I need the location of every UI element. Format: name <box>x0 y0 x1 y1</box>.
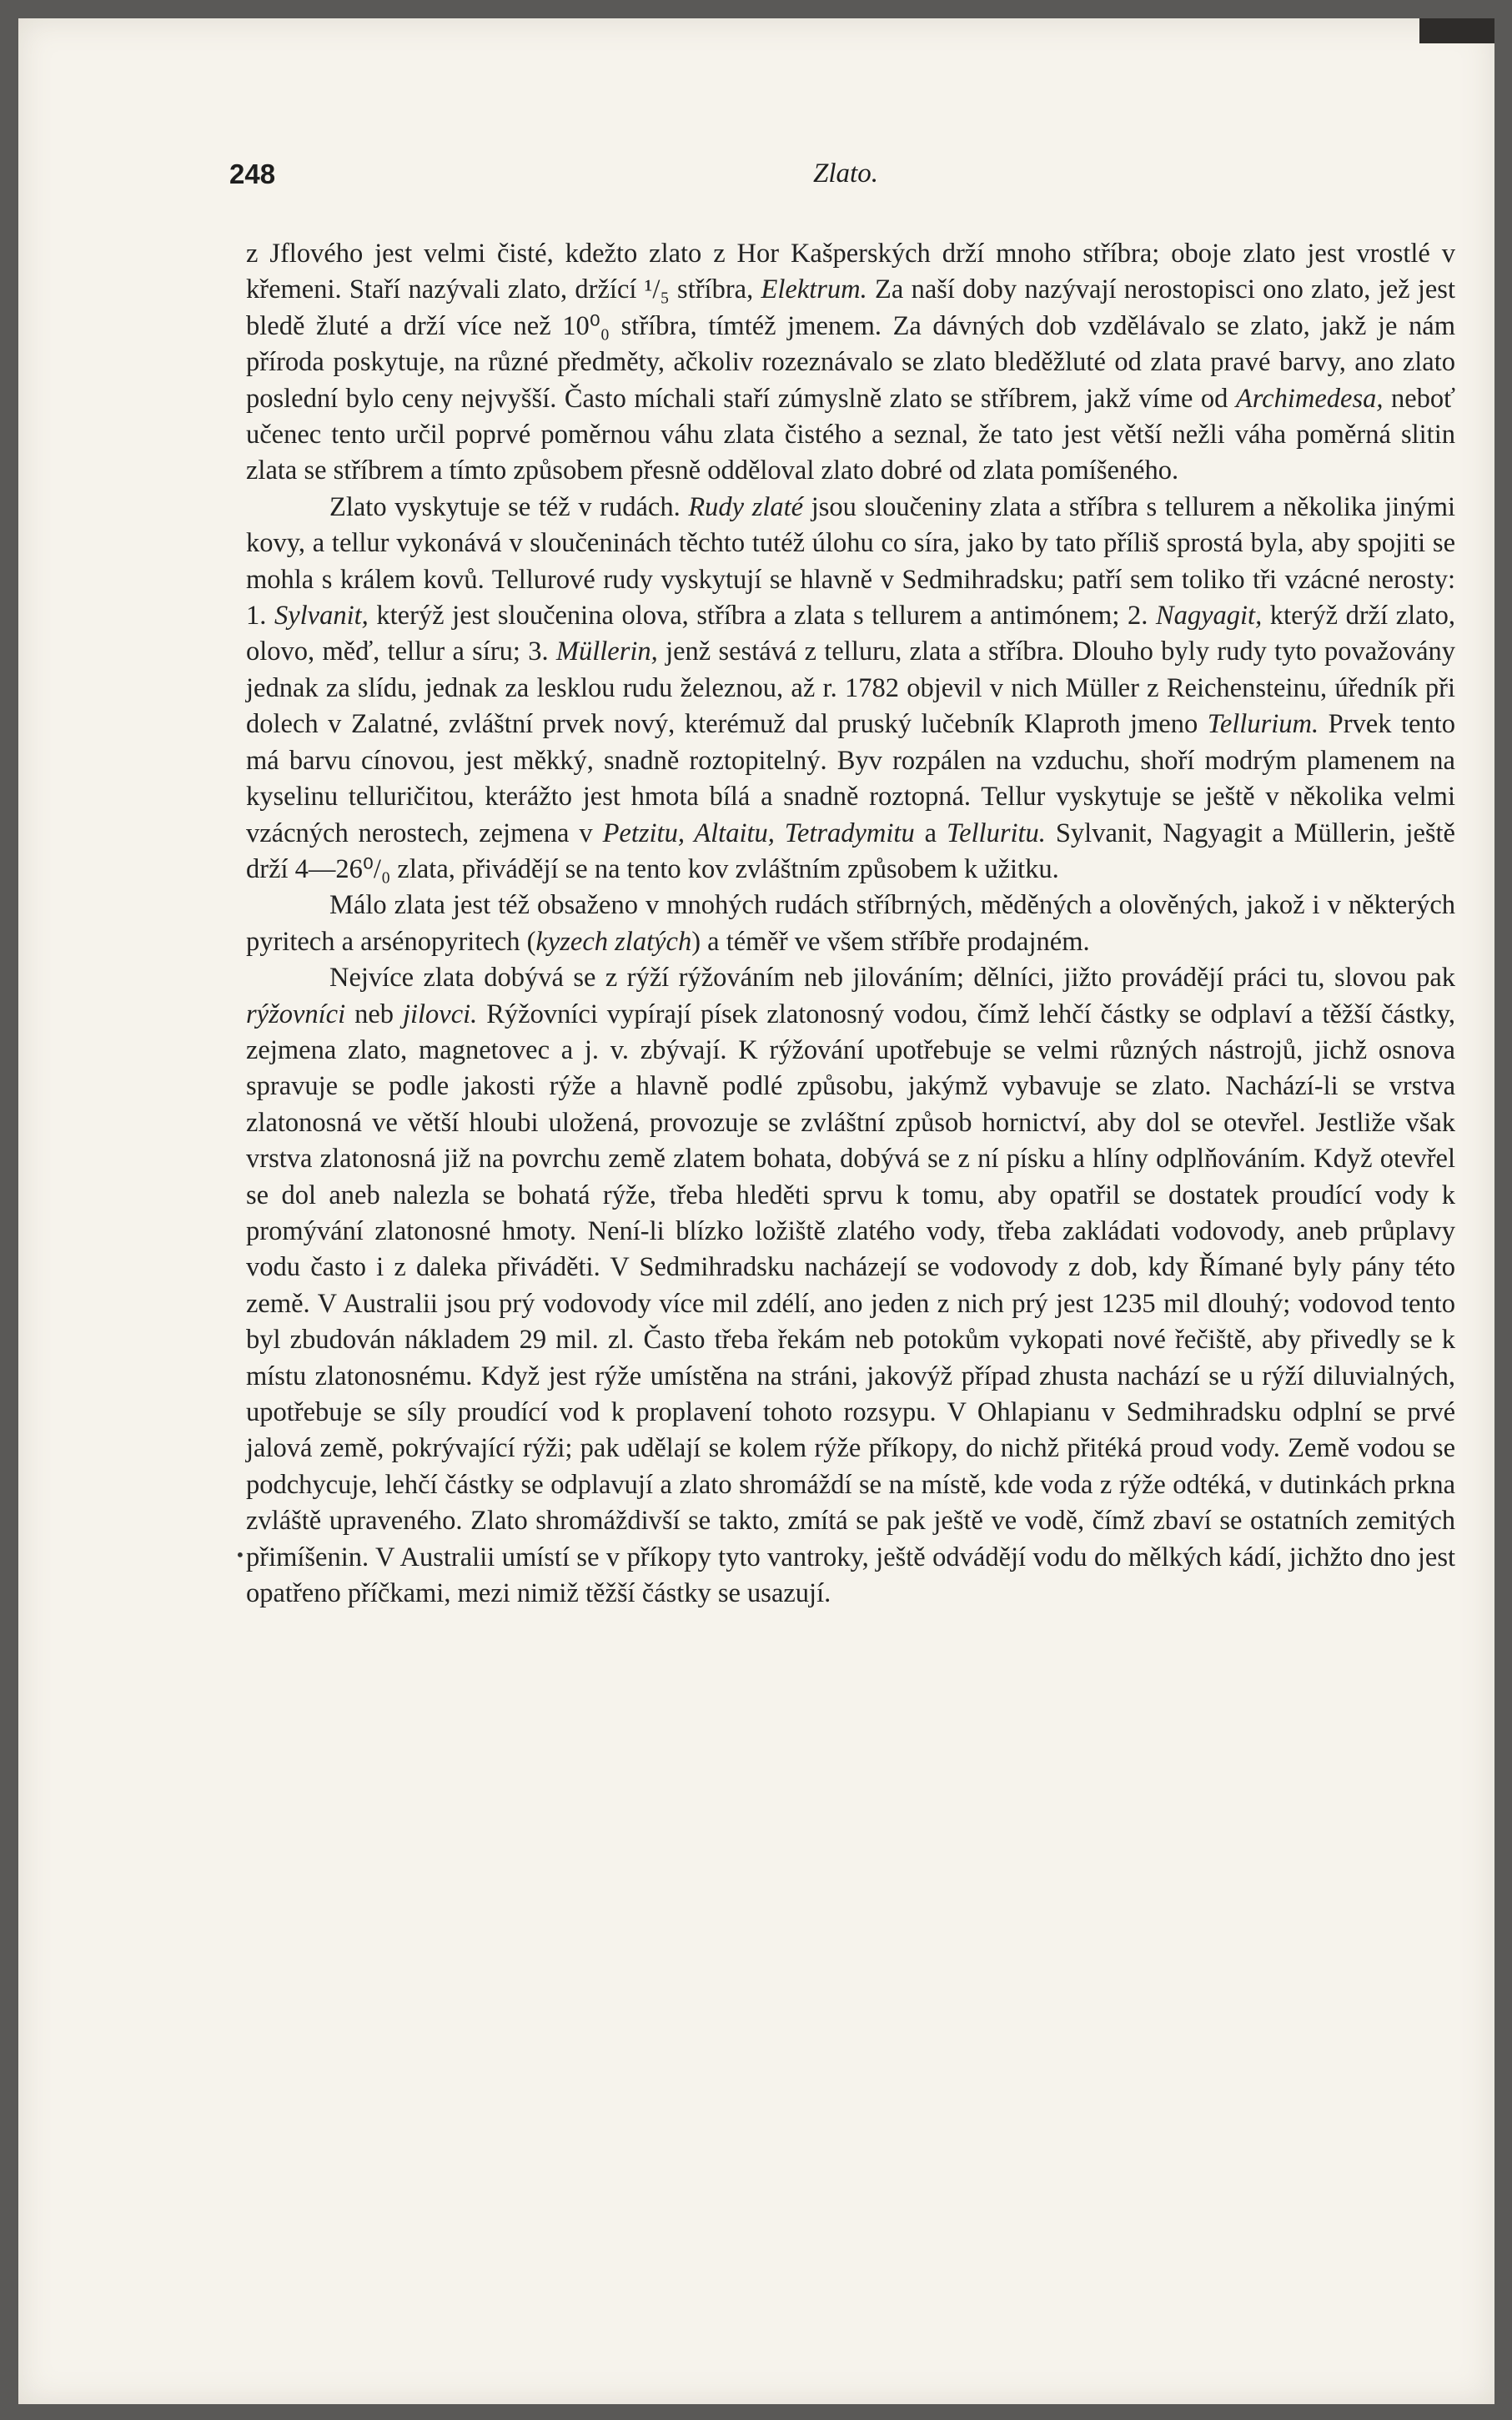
term-tellurium: Tellurium. <box>1207 709 1319 740</box>
paragraph-2 <box>246 490 1455 888</box>
text-run: Prvek tento má barvu cínovou, jest měkký, snadně roztopitelný. Byv rozpálen na vzduchu, shoří modrým plamenem na kyselinu telluričitou, kterážto jest hmota bílá a snadně roztopná. Tellur vyskytuje se ještě v několika velmi vzácných nerostech, zejmena v <box>246 709 1455 848</box>
text-run: a <box>914 818 947 848</box>
term-mullerin: Müllerin, <box>555 636 658 667</box>
text-run: neb <box>345 999 403 1029</box>
text-run: Zlato vyskytuje se též v rudách. <box>329 491 689 522</box>
term-rudy-zlate: Rudy zlaté <box>688 491 804 522</box>
text-run: z Jflového jest velmi čisté, kdežto zlato z Hor Kašperských drží mnoho stříbra; oboje zlato jest vrostlé v křemeni. Staří nazývali zlato, držící ¹/₅ stříbra, <box>246 239 1455 305</box>
page-header <box>229 158 1464 200</box>
scan-corner <box>1419 18 1494 43</box>
text-run: Rýžovníci vypírají písek zlatonosný vodou, čímž lehčí částky se odplaví a těžší částky, zejmena zlato, magnetovec a j. v. zbývají. K rýžování upotřebuje se velmi různých nástrojů, jichž osnova spravuje se podle jakosti rýže a hlavně podlé způsobu, jakýmž vybavuje se zlato. Nachází-li se vrstva zlatonosná ve větší hloubi uložená, provozuje se zvláštní způsob hornictví, aby dol se otevřel. Jestliže však vrstva zlatonosná již na povrchu země zlatem bohata, dobývá se z ní písku a hlíny odplňováním. Když otevřel se dol aneb nalezla se bohatá rýže, třeba hleděti sprvu k tomu, aby opatřil se dostatek proudící vody k promývání zlatonosné hmoty. Není-li blízko ložiště zlatého vody, třeba zakládati vodovody, aneb průplavy vodu často i z daleka přiváděti. V Sedmihradsku nacházejí se vodovody z dob, kdy Římané byly pány této země. V Australii jsou prý vodovody více mil zdélí, ano jeden z nich prý jest 1235 mil dlouhý; vodovod tento byl zbudován nákladem 29 mil. zl. Často třeba řekám neb potokům vykopati nové řečiště, aby přivedly se k místu zlatonosnému. Když jest rýže umístěna na stráni, jakovýž případ zhusta nachází se u rýží diluvialných, upotřebuje se síly proudící vod k proplavení tohoto rozsypu. V Ohlapianu v Sedmihradsku odplní se prvé jalová země, pokrývající rýži; pak udělají se kolem rýže příkopy, do nichž přitéká proud vody. Země vodou se podchycuje, lehčí částky se odplavují a zlato shromáždí se na místě, kde voda z rýže odtéká, v dutinkách prkna zvláště upraveného. Zlato shromáždivší se takto, zmítá se pak ještě ve vodě, čímž zbaví se ostatních zemitých přimíšenin. V Australii umístí se v příkopy tyto vantroky, ještě odvádějí vodu do mělkých kádí, jichžto dno jest opatřeno příčkami, mezi nimiž těžší částky se usazují. <box>246 999 1455 1609</box>
stray-mark: • <box>235 1545 245 1565</box>
text-run: Nejvíce zlata dobývá se z rýží rýžováním neb jilováním; dělníci, jižto provádějí práci tu, slovou pak <box>329 963 1455 994</box>
term-sylvanit: Sylvanit, <box>274 601 369 631</box>
term-kyzech-zlatych: kyzech zlatých <box>535 926 692 957</box>
term-jilovci: jilovci. <box>402 999 478 1029</box>
term-elektrum: Elektrum. <box>761 274 867 305</box>
text-run: Sylvanit, Nagyagit a Müllerin, ještě drží 4—26⁰/₀ zlata, přivádějí se na tento kov zvláštním způsobem k užitku. <box>246 818 1455 884</box>
paragraph-3 <box>246 888 1455 960</box>
text-run: Za naší doby nazývají nerostopisci ono zlato, jež jest bledě žluté a drží více než 10⁰₀ stříbra, tímtéž jmenem. Za dávných dob vzdělávalo se zlato, jakž je nám příroda poskytuje, na různé předměty, ačkoliv rozeznávalo se zlato bleděžluté od zlata pravé barvy, ano zlato poslední bylo ceny nejvyšší. Často míchali staří zúmyslně zlato se stříbrem, jakž víme od <box>246 274 1455 414</box>
body-text <box>246 236 1455 1612</box>
page-number: 248 <box>229 158 276 189</box>
text-run: jsou sloučeniny zlata a stříbra s tellurem a několika jinými kovy, a tellur vykonává v sloučeninách těchto tutéž úlohu co síra, jako by tato příliš sprostá byla, aby spojiti se mohla s králem kovů. Tellurové rudy vyskytují se hlavně v Sedmihradsku; patří sem toliko tři vzácné nerosty: 1. <box>246 491 1455 631</box>
term-telluritu: Telluritu. <box>947 818 1046 848</box>
text-run: neboť učenec tento určil poprvé poměrnou váhu zlata čistého a seznal, že tato jest větší nežli váha poměrná slitin zlata se stříbrem a tímto způsobem přesně odděloval zlato dobré od zlata pomíšeného. <box>246 383 1456 486</box>
paragraph-4 <box>246 960 1455 1612</box>
term-nagyagit: Nagyagit, <box>1155 601 1263 631</box>
text-run: Málo zlata jest též obsaženo v mnohých rudách stříbrných, měděných a olověných, jakož i v některých pyritech a arsénopyritech ( <box>246 890 1455 957</box>
text-run: kterýž drží zlato, olovo, měď, tellur a síru; 3. <box>246 601 1456 667</box>
term-minerals: Petzitu, Altaitu, Tetradymitu <box>602 818 915 848</box>
paragraph-1 <box>246 236 1455 490</box>
term-ryzovnici: rýžovníci <box>246 999 346 1029</box>
text-run: jenž sestává z telluru, zlata a stříbra. Dlouho byly rudy tyto považovány jednak za slídu, jednak za lesklou rudu železnou, až r. 1782 objevil v nich Müller z Reichensteinu, úředník při dolech v Zalatné, zvláštní prvek nový, kterémuž dal pruský lučebník Klaproth jmeno <box>246 636 1455 740</box>
text-run: kterýž jest sloučenina olova, stříbra a zlata s tellurem a antimónem; 2. <box>368 601 1156 631</box>
name-archimedes: Archimedesa, <box>1235 383 1384 414</box>
text-run: ) a téměř ve všem stříbře prodajném. <box>691 926 1090 957</box>
running-title: Zlato. <box>813 158 878 189</box>
